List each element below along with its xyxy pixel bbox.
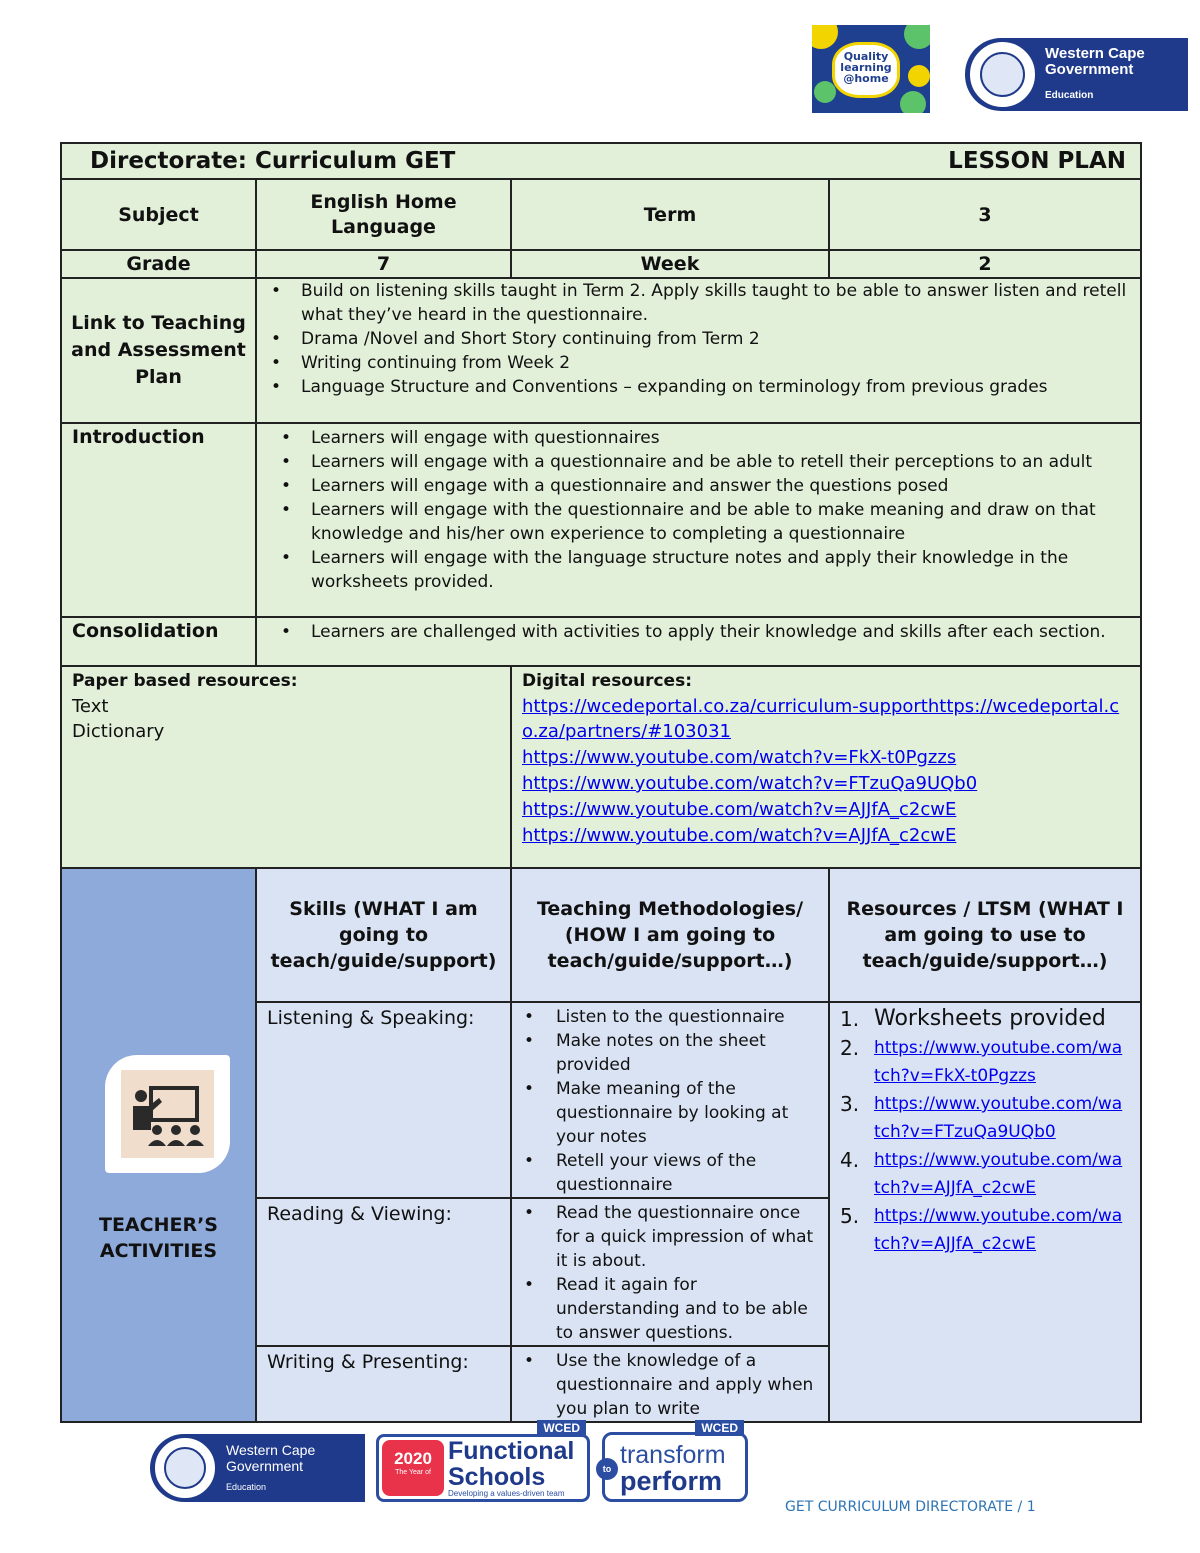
functional-schools-logo <box>376 1420 590 1502</box>
list-item: • Make notes on the sheet provided <box>520 1029 824 1077</box>
digital-resource-link[interactable]: https://www.youtube.com/watch?v=FTzuQa9UQb0 <box>522 773 978 794</box>
coat-of-arms-icon <box>152 1435 218 1501</box>
list-item: 4. https://www.youtube.com/watch?v=AJJfA_c2cwE <box>840 1146 1132 1202</box>
skills-column-header: Skills (WHAT I am going to teach/guide/support) <box>256 868 511 1002</box>
coat-of-arms-icon <box>967 39 1038 110</box>
wcg-title: Western Cape Government <box>1045 45 1145 78</box>
paper-resources-heading: Paper based resources: <box>72 671 298 691</box>
list-item: • Use the knowledge of a questionnaire and apply when you plan to write <box>520 1349 824 1421</box>
teacher-presentation-icon <box>105 1055 230 1173</box>
transform-word: transform <box>620 1441 726 1469</box>
ltsm-link[interactable]: https://www.youtube.com/watch?v=AJJfA_c2cwE <box>874 1150 1123 1198</box>
consolidation-content <box>256 617 1141 666</box>
to-badge: to <box>596 1458 618 1480</box>
directorate-title: Directorate: Curriculum GET <box>90 148 456 174</box>
year-badge: 2020 The Year of <box>382 1440 444 1496</box>
list-item: • Read it again for understanding and to be able to answer questions. <box>520 1273 824 1345</box>
skill-listening-speaking: Listening & Speaking: <box>256 1002 511 1198</box>
list-item: 2. https://www.youtube.com/watch?v=FkX-t0Pgzzs <box>840 1034 1132 1090</box>
week-value: 2 <box>829 250 1141 278</box>
list-item: • Learners will engage with the questionnaire and be able to make meaning and draw on that knowledge and his/her own experience to completing a questionnaire <box>267 498 1132 546</box>
digital-resources-heading: Digital resources: <box>522 671 692 691</box>
digital-resource-link[interactable]: https://www.youtube.com/watch?v=AJJfA_c2cwE <box>522 799 957 820</box>
teacher-activities-cell <box>61 868 256 1422</box>
introduction-label: Introduction <box>61 423 256 617</box>
list-item: • Learners will engage with a questionnaire and be able to retell their perceptions to an adult <box>267 450 1132 474</box>
digital-resource-link[interactable]: https://www.youtube.com/watch?v=FkX-t0Pgzzs <box>522 747 957 768</box>
methods-writing-presenting <box>511 1346 829 1422</box>
footer-wcg-subtitle: Education <box>226 1482 267 1492</box>
consolidation-label: Consolidation <box>61 617 256 666</box>
wced-tag: WCED <box>537 1420 586 1436</box>
wcg-subtitle: Education <box>1045 90 1094 101</box>
subject-label: Subject <box>61 179 256 250</box>
list-item: 3. https://www.youtube.com/watch?v=FTzuQa9UQb0 <box>840 1090 1132 1146</box>
list-item: • Language Structure and Conventions – expanding on terminology from previous grades <box>267 375 1132 399</box>
grade-label: Grade <box>61 250 256 278</box>
wcg-logo <box>965 38 1188 111</box>
list-item: • Make meaning of the questionnaire by looking at your notes <box>520 1077 824 1149</box>
subject-value: English Home Language <box>256 179 511 250</box>
footer-wcg-title: Western Cape Government <box>226 1442 316 1474</box>
list-item: 5. https://www.youtube.com/watch?v=AJJfA_c2cwE <box>840 1202 1132 1258</box>
paper-resource-item: Dictionary <box>72 721 165 742</box>
lesson-plan-title: LESSON PLAN <box>948 148 1127 174</box>
quality-learning-text: Quality learning @home <box>832 42 900 98</box>
perform-word: perform <box>620 1466 723 1496</box>
list-item: • Drama /Novel and Short Story continuing from Term 2 <box>267 327 1132 351</box>
ltsm-link[interactable]: https://www.youtube.com/watch?v=FkX-t0Pgzzs <box>874 1038 1123 1086</box>
functional-schools-title: Functional Schools <box>448 1437 575 1491</box>
methods-listening-speaking <box>511 1002 829 1198</box>
list-item: • Learners are challenged with activities to apply their knowledge and skills after each section. <box>267 620 1132 644</box>
term-value: 3 <box>829 179 1141 250</box>
introduction-content <box>256 423 1141 617</box>
paper-resources <box>61 666 511 868</box>
list-item: • Build on listening skills taught in Term 2. Apply skills taught to be able to answer listen and retell what they’ve heard in the questionnaire. <box>267 279 1132 327</box>
list-item: • Retell your views of the questionnaire <box>520 1149 824 1197</box>
ltsm-link[interactable]: https://www.youtube.com/watch?v=FTzuQa9UQb0 <box>874 1094 1123 1142</box>
ltsm-resources <box>829 1002 1141 1422</box>
lesson-plan-table <box>60 142 1142 1423</box>
skill-reading-viewing: Reading & Viewing: <box>256 1198 511 1346</box>
title-bar <box>61 143 1141 179</box>
grade-value: 7 <box>256 250 511 278</box>
teacher-activities-label: TEACHER’S ACTIVITIES <box>98 1214 218 1262</box>
digital-resource-link[interactable]: https://www.youtube.com/watch?v=AJJfA_c2cwE <box>522 825 957 846</box>
list-item: • Read the questionnaire once for a quick impression of what it is about. <box>520 1201 824 1273</box>
ltsm-link[interactable]: https://www.youtube.com/watch?v=AJJfA_c2cwE <box>874 1206 1123 1254</box>
methods-column-header: Teaching Methodologies/ (HOW I am going to teach/guide/support…) <box>511 868 829 1002</box>
digital-resource-link[interactable]: https://wcedeportal.co.za/curriculum-supporthttps://wcedeportal.co.za/partners/#103031 <box>522 696 1120 742</box>
link-content <box>256 278 1141 423</box>
quality-learning-logo <box>812 25 930 113</box>
wced-tag: WCED <box>695 1420 744 1436</box>
list-item: • Listen to the questionnaire <box>520 1005 824 1029</box>
list-item: • Learners will engage with a questionnaire and answer the questions posed <box>267 474 1132 498</box>
methods-reading-viewing <box>511 1198 829 1346</box>
week-label: Week <box>511 250 829 278</box>
list-item: • Writing continuing from Week 2 <box>267 351 1132 375</box>
functional-schools-tagline: Developing a values-driven team <box>448 1489 565 1498</box>
digital-resources <box>511 666 1141 868</box>
skill-writing-presenting: Writing & Presenting: <box>256 1346 511 1422</box>
transform-perform-logo <box>596 1420 750 1502</box>
footer-wcg-logo <box>150 1434 365 1502</box>
list-item: • Learners will engage with the language structure notes and apply their knowledge in the worksheets provided. <box>267 546 1132 594</box>
list-item: • Learners will engage with questionnaires <box>267 426 1132 450</box>
resources-column-header: Resources / LTSM (WHAT I am going to use to teach/guide/support…) <box>829 868 1141 1002</box>
page-footer: GET CURRICULUM DIRECTORATE / 1 <box>785 1499 1036 1515</box>
paper-resource-item: Text <box>72 696 109 717</box>
list-item: 1. Worksheets provided <box>840 1006 1106 1031</box>
link-label: Link to Teaching and Assessment Plan <box>61 278 256 423</box>
term-label: Term <box>511 179 829 250</box>
